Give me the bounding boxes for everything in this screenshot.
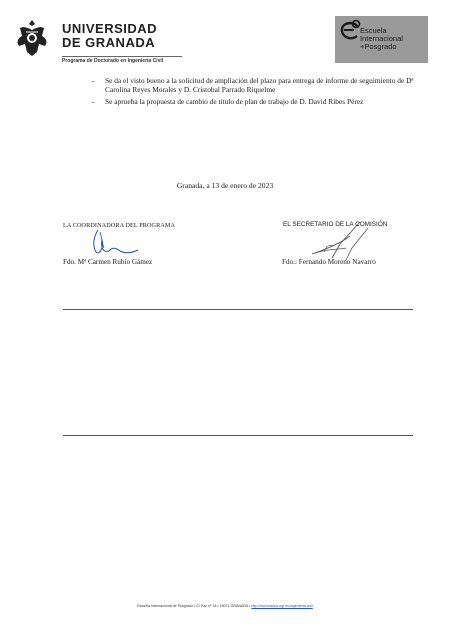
- footer-link[interactable]: http://doctorados.ugr.es/ingenieria-civil: [251, 604, 313, 608]
- school-name-line2: Internacional: [360, 34, 403, 43]
- bullet-marker: -: [92, 76, 95, 85]
- coordinator-signature: [80, 226, 140, 260]
- school-name: [360, 27, 403, 51]
- list-item-text: Se da el visto bueno a la solicitud de ampliación del plazo para entrega de informe de seguimiento de Dª Carolina Reyes Morales y D. Cristobal Parrado Riquelme: [105, 76, 414, 95]
- list-item: [92, 76, 417, 95]
- school-e-mark-icon: [339, 19, 361, 45]
- university-name-line1: UNIVERSIDAD: [62, 21, 158, 36]
- footer-address: Escuela Internacional de Posgrado • C/ Paz nº 18 • 18071 GRANADA •: [137, 604, 251, 608]
- secretary-name: Fdo.: Fernando Moreno Navarro: [282, 258, 376, 266]
- document-date: Granada, a 13 de enero de 2023: [176, 181, 274, 190]
- secretary-title: EL SECRETARIO DE LA COMISIÓN: [283, 221, 388, 228]
- bullet-marker: -: [92, 96, 95, 106]
- resolution-list: [92, 76, 417, 108]
- university-name-line2: DE GRANADA: [62, 35, 156, 50]
- divider-line: [63, 309, 413, 310]
- program-label: Programa de Doctorado en Ingeniería Civil: [62, 58, 164, 64]
- coordinator-title: LA COORDINADORA DEL PROGRAMA: [63, 222, 176, 229]
- university-name: [62, 22, 157, 50]
- coordinator-name: Fdo. Mª Carmen Rubio Gámez: [63, 258, 153, 266]
- university-crest-logo: [12, 18, 52, 58]
- list-item: [92, 97, 417, 106]
- divider-line: [63, 435, 413, 436]
- page-footer: [0, 604, 450, 608]
- school-name-line1: Escuela: [360, 26, 387, 35]
- list-item-text: Se aprueba la propuesta de cambio de título de plan de trabajo de D. David Ribes Pérez: [105, 96, 364, 106]
- school-logo: [335, 16, 428, 63]
- school-name-line3: +Posgrado: [360, 42, 397, 51]
- header-rule: [62, 56, 182, 57]
